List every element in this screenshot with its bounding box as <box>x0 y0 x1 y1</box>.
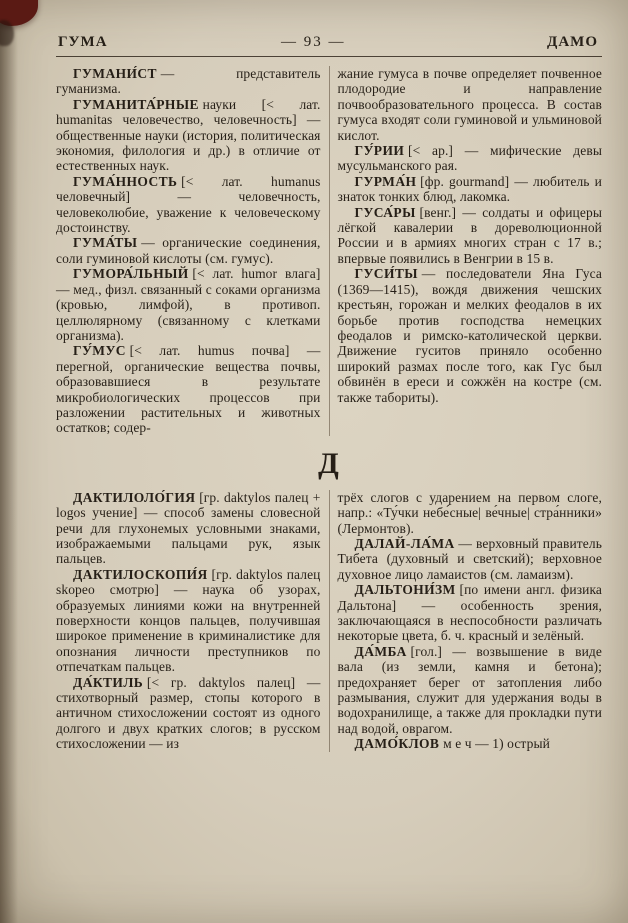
entry-term: ГУМАНИТА́РНЫЕ <box>73 96 199 112</box>
book-spine-shadow <box>0 0 18 923</box>
entry-term: ДАМО́КЛОВ <box>354 736 440 752</box>
entry-body: [венг.] — солдаты и офицеры лёгкой кавалерии в дореволюционной России и в армиях многих стран с 17 в.; впервые появились в Венгрии в 15 в. <box>337 204 602 266</box>
entry-term: ДА́МБА <box>354 643 407 659</box>
entry-body: [< гр. daktylos палец] — стихотворный размер, стопы которого в античном стихосложении состоят из одного долгого и двух кратких слогов; в русском стихосложении — из <box>56 674 321 752</box>
dictionary-entry <box>56 675 321 752</box>
entry-term: ДАКТИЛОЛО́ГИЯ <box>73 489 196 505</box>
dictionary-entry <box>338 736 603 751</box>
entry-body: жание гумуса в почве определяет почвенное плодородие и направление почвообразовательного процесса. В состав гумуса входят соли гуминовой и ульминовой кислот. <box>337 66 602 143</box>
entry-continuation <box>338 490 603 536</box>
column-divider <box>329 66 330 436</box>
bottom-section <box>56 490 602 752</box>
entry-body: науки [< лат. humanitas человечество, человечность] — общественные науки (история, политическая экономия, филология и др.) в отличие от естественных наук. <box>56 96 321 174</box>
dictionary-entry <box>56 266 321 343</box>
entry-term: ГУ́РИИ <box>354 143 405 159</box>
entry-body: [гр. daktylos палец skopeo смотрю] — наука об узорах, образуемых линиями кожи на внутренней поверхности концов пальцев, получившая широкое применение в криминалистике для опознания личности преступников по отпечаткам пальцев. <box>56 566 321 675</box>
header-rule <box>56 56 602 57</box>
dictionary-entry <box>56 97 321 174</box>
page-header <box>56 34 602 56</box>
dictionary-entry <box>56 235 321 266</box>
dictionary-entry <box>338 143 603 174</box>
entry-body: [< ар.] — мифические девы мусульманского рая. <box>337 143 602 174</box>
entry-body: — верховный правитель Тибета (духовный и светский); верховное духовное лицо ламаистов (см. ламаизм). <box>337 535 602 582</box>
entry-body: [по имени англ. физика Дальтона] — особенность зрения, заключающаяся в неспособности различать некоторые цвета, б. ч. красный и зелёный. <box>337 582 602 644</box>
entry-body: — представитель гуманизма. <box>56 66 321 97</box>
section-letter: Д <box>318 446 340 480</box>
entry-term: ГУ́МУС <box>73 343 126 359</box>
dictionary-entry <box>56 567 321 675</box>
entry-term: ГУРМА́Н <box>354 173 417 189</box>
entry-body: [гол.] — возвышение в виде вала (из земли, камня и бетона); предохраняет берег от затопления либо размывания, служит для удержания воды в водохранилище, а также для прокладки пути над водой, оврагом. <box>337 643 602 736</box>
entry-term: ГУМАНИ́СТ <box>73 66 157 81</box>
dictionary-entry <box>338 582 603 644</box>
entry-term: ДА́КТИЛЬ <box>73 674 144 690</box>
top-section <box>56 66 602 436</box>
guide-word-left: ГУМА <box>58 34 108 50</box>
dictionary-entry <box>56 174 321 236</box>
entry-body: [фр. gourmand] — любитель и знаток тонких блюд, лакомка. <box>337 173 602 205</box>
dictionary-entry <box>338 266 603 405</box>
dictionary-entry <box>56 66 321 97</box>
top-right-column <box>338 66 603 436</box>
entry-term: ГУМА́ТЫ <box>73 235 138 251</box>
bottom-right-column <box>338 490 603 752</box>
column-divider <box>329 490 330 752</box>
guide-word-right: ДАМО <box>547 34 598 50</box>
entry-term: ГУМОРА́ЛЬНЫЙ <box>73 266 189 282</box>
entry-body: [< лат. humanus человечный] — человечность, человеколюбие, уважение к человеческому достоинству. <box>56 173 321 236</box>
bottom-left-column <box>56 490 321 752</box>
entry-body: [гр. daktylos палец + logos учение] — способ замены словесной речи для глухонемых условными знаками, изображаемыми пальцами рук, язык пальцев. <box>56 489 321 567</box>
entry-term: ДАКТИЛОСКОПИ́Я <box>73 566 208 582</box>
dictionary-entry <box>338 205 603 267</box>
entry-body: [< лат. humor влага] — мед., физл. связанный с соками организма (кровью, лимфой), в противоп. целлюлярному (связанному с клетками организма). <box>56 266 321 343</box>
page-number: — 93 — <box>281 34 346 50</box>
entry-body: — последователи Яна Гуса (1369—1415), вождя движения чешских крестьян, горожан и мелких феодалов в их борьбе против господства немецких феодалов и римско-католической церкви. Движение гуситов приняло особенно широкий размах после того, как Гус был обвинён в ереси и сожжён на костре (см. также табориты). <box>337 266 602 405</box>
entry-term: ДАЛАЙ-ЛА́МА <box>354 535 455 551</box>
top-left-column <box>56 66 321 436</box>
dictionary-entry <box>338 174 603 205</box>
dictionary-entry <box>338 536 603 582</box>
dictionary-entry <box>56 490 321 567</box>
entry-body: м е ч — 1) острый <box>443 736 550 752</box>
entry-term: ГУСА́РЫ <box>354 204 416 220</box>
entry-body: [< лат. humus почва] — перегной, органические вещества почвы, образовавшиеся в результате микробиологических процессов при разложении растительных и животных остатков; содер- <box>56 343 321 436</box>
entry-term: ГУМА́ННОСТЬ <box>73 173 178 189</box>
dictionary-entry <box>56 343 321 435</box>
entry-body: трёх слогов с ударением на первом слоге, напр.: «Ту́чки небе́сные| ве́чные| стра́нники» (Лермонтов). <box>337 489 602 536</box>
entry-term: ГУСИ́ТЫ <box>354 266 418 282</box>
dictionary-entry <box>338 644 603 736</box>
entry-body: — органические соединения, соли гуминовой кислоты (см. гумус). <box>56 235 321 266</box>
entry-continuation <box>338 66 603 143</box>
entry-term: ДАЛЬТОНИ́ЗМ <box>354 582 456 598</box>
